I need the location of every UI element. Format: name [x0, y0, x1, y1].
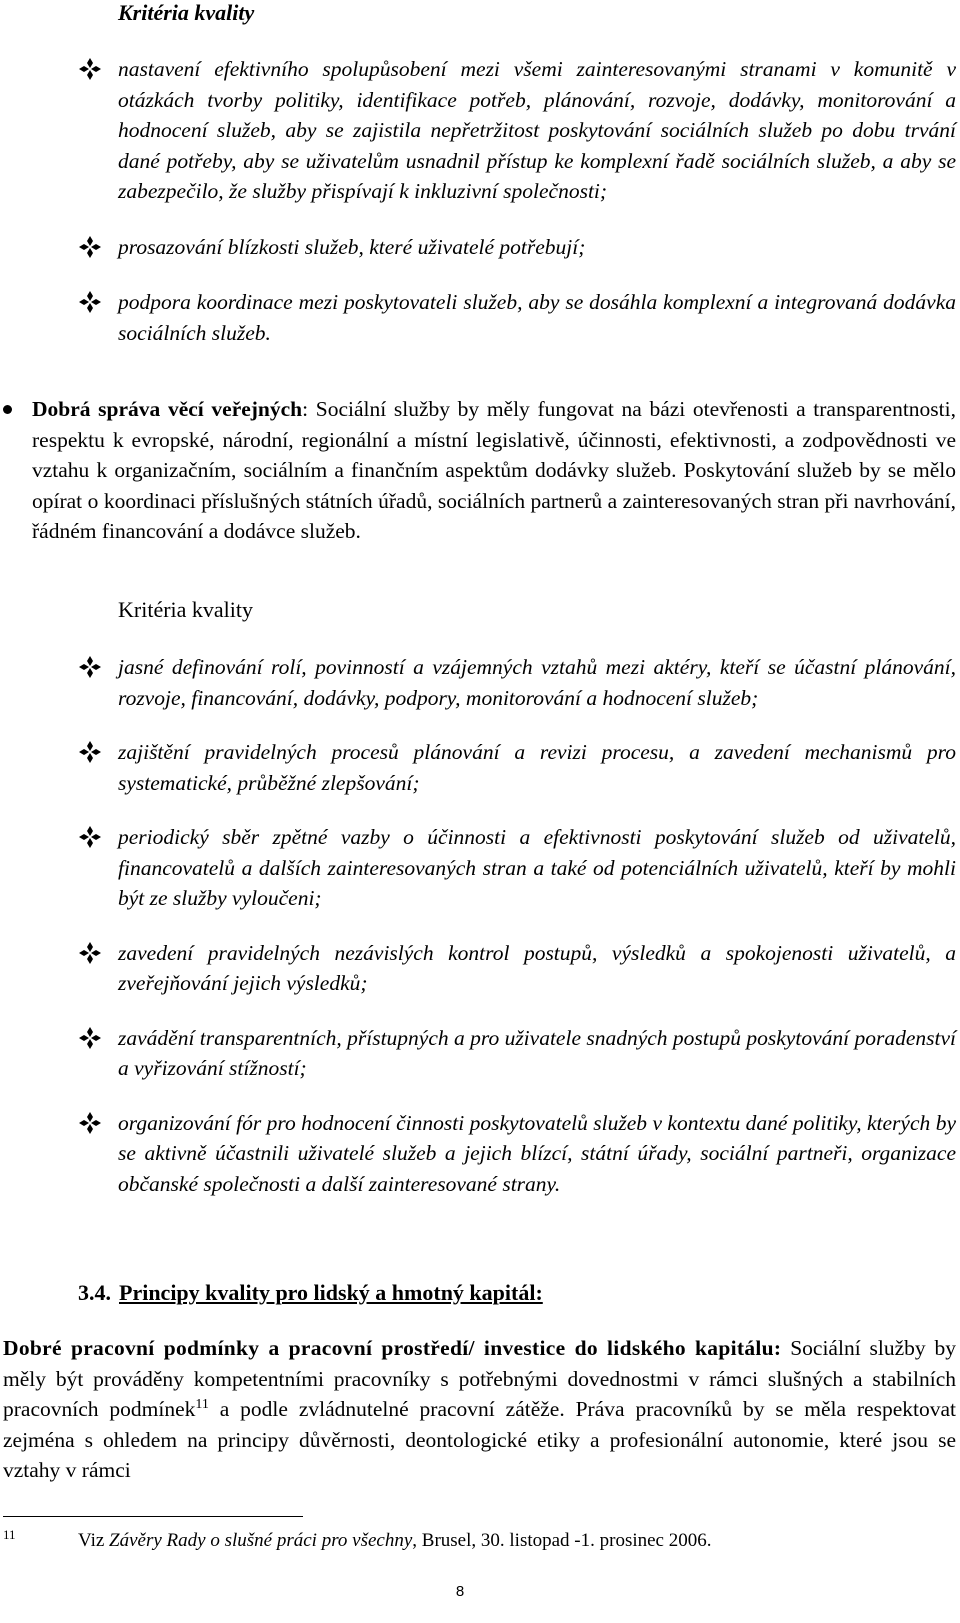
criteria-list-1 — [78, 54, 956, 348]
list-item — [78, 287, 956, 348]
footnote-text — [78, 1530, 712, 1552]
working-text-b: a podle zvládnutelné pracovní zátěže. Práva pracovníků by se měla respektovat zejména s ohledem na principy důvěrnosti, deontologické etiky a profesionální autonomie, které jsou se vztahy v rámci — [3, 1397, 956, 1482]
diamond-bullet-icon — [78, 290, 102, 314]
diamond-bullet-icon — [78, 655, 102, 679]
diamond-bullet-icon — [78, 825, 102, 849]
list-item-text: zajištění pravidelných procesů plánování a revizi procesu, a zavedení mechanismů pro systematické, průběžné zlepšování; — [118, 740, 956, 795]
list-item — [78, 938, 956, 999]
criteria-heading-2: Kritéria kvality — [118, 597, 254, 622]
diamond-bullet-icon — [78, 740, 102, 764]
diamond-bullet-icon — [78, 1111, 102, 1135]
footnote-suffix: , Brusel, 30. listopad -1. prosinec 2006. — [412, 1530, 712, 1551]
working-text-a: Sociální služby by měly být prováděny kompetentními pracovníky s potřebnými dovednostmi v rámci slušných a stabilních pracovních podmínek — [3, 1336, 956, 1421]
list-item — [78, 652, 956, 713]
governance-paragraph — [32, 394, 956, 547]
governance-lead: Dobrá správa věcí veřejných — [32, 397, 303, 421]
governance-text: : Sociální služby by měly fungovat na bázi otevřenosti a transparentnosti, respektu k evropské, národní, regionální a místní legislativě, účinnosti, efektivnosti, a zodpovědnosti ve vztahu k organizačním, sociálním a finančním aspektům dodávky služeb. Poskytování služeb by se mělo opírat o koordinaci příslušných státních úřadů, sociálních partnerů a zainteresovaných stran při navrhování, řádném financování a dodávce služeb. — [32, 397, 956, 543]
list-item — [78, 232, 956, 263]
footnote-title: Závěry Rady o slušné práci pro všechny — [109, 1530, 413, 1551]
section-number: 3.4. — [78, 1280, 111, 1305]
criteria-heading-1: Kritéria kvality — [118, 0, 255, 25]
diamond-bullet-icon — [78, 1026, 102, 1050]
diamond-bullet-icon — [78, 941, 102, 965]
list-item-text: zavedení pravidelných nezávislých kontrol postupů, výsledků a spokojenosti uživatelů, a zveřejňování jejich výsledků; — [118, 940, 956, 995]
footnote-mark: 11 — [3, 1527, 16, 1542]
list-item — [78, 1108, 956, 1200]
working-conditions-paragraph — [3, 1333, 956, 1486]
list-item — [78, 54, 956, 207]
list-item — [78, 822, 956, 914]
page-number: 8 — [455, 1583, 465, 1600]
working-lead: Dobré pracovní podmínky a pracovní prostředí/ investice do lidského kapitálu: — [3, 1336, 782, 1360]
list-item-text: zavádění transparentních, přístupných a pro uživatele snadných postupů poskytování poradenství a vyřizování stížností; — [118, 1025, 956, 1080]
list-item-text: organizování fór pro hodnocení činnosti poskytovatelů služeb v kontextu dané politiky, kterých by se aktivně účastnili uživatelé služeb a jejich blízcí, státní úřady, sociální partneři, organizace občanské společnosti a další zainteresované strany. — [118, 1110, 956, 1196]
list-item-text: jasné definování rolí, povinností a vzájemných vztahů mezi aktéry, kteří se účastní plánování, rozvoje, financování, dodávky, podpory, monitorování a hodnocení služeb; — [118, 655, 956, 710]
footnote-reference[interactable]: 11 — [195, 1396, 209, 1412]
section-title-text: Principy kvality pro lidský a hmotný kapitál: — [119, 1280, 543, 1305]
round-bullet-icon — [3, 405, 12, 414]
footnote-prefix: Viz — [78, 1530, 110, 1551]
diamond-bullet-icon — [78, 57, 102, 81]
list-item — [78, 1023, 956, 1084]
list-item — [78, 737, 956, 798]
footnote-divider — [3, 1516, 303, 1517]
diamond-bullet-icon — [78, 235, 102, 259]
criteria-list-2 — [78, 652, 956, 1199]
list-item-text: podpora koordinace mezi poskytovateli služeb, aby se dosáhla komplexní a integrovaná dodávka sociálních služeb. — [118, 290, 956, 345]
list-item-text: nastavení efektivního spolupůsobení mezi všemi zainteresovanými stranami v komunitě v otázkách tvorby politiky, identifikace potřeb, plánování, rozvoje, dodávky, monitorování a hodnocení služeb, aby se zajistila nepřetržitost poskytování sociálních služeb po dobu trvání dané potřeby, aby se uživatelům usnadnil přístup ke komplexní řadě sociálních služeb, a aby se zabezpečilo, že služby přispívají k inkluzivní společnosti; — [118, 57, 956, 203]
list-item-text: periodický sběr zpětné vazby o účinnosti a efektivnosti poskytování služeb od uživatelů, financovatelů a dalších zainteresovaných stran a také od potenciálních uživatelů, kteří by mohli být ze služby vyloučeni; — [118, 825, 956, 910]
list-item-text: prosazování blízkosti služeb, které uživatelé potřebují; — [118, 234, 586, 259]
section-title — [78, 1280, 543, 1306]
